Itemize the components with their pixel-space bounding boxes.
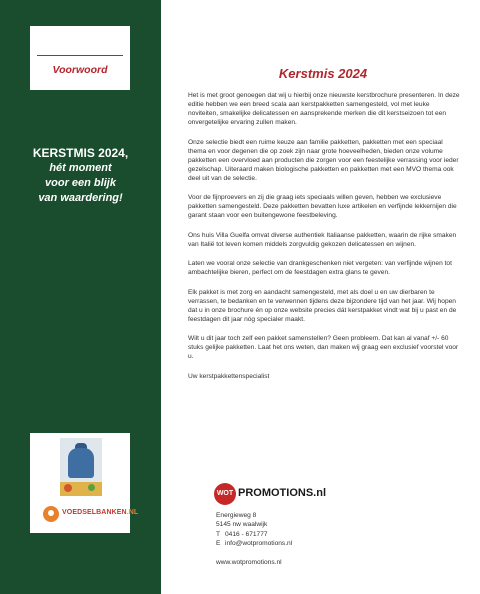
divider — [37, 55, 123, 56]
partner-logo-text — [62, 509, 138, 516]
partner-logo — [43, 506, 139, 522]
paragraph: Ons huis Villa Guelfa omvat diverse authentiek Italiaanse pakketten, waarin de rijke smaken van Italië tot leven komen middels zorgvuldig gekozen delicatessen en wijnen. — [188, 231, 457, 248]
paragraph: Het is met groot genoegen dat wij u hierbij onze nieuwste kerstbrochure presenteren. In deze editie hebben we een breed scala aan kerstpakketten samengesteld, vol met leuke noviteiten, smakelijke delicatessen en aansprekende merken die dit kerstseizoen tot een onvergetelijke ervaring zullen maken. — [188, 92, 460, 126]
paragraph: Wilt u dit jaar toch zelf een pakket samenstellen? Geen probleem. Dat kan al vanaf +/- 60 stuks gelijke pakketten. Laat het ons weten, dan maken wij graag een exclusief voorstel voor u. — [188, 335, 459, 360]
paragraph: Elk pakket is met zorg en aandacht samengesteld, met als doel u en uw dierbaren te verrassen, te bedanken en te verwennen tijdens deze bijzondere tijd van het jaar. Wij hopen dat u in onze brochure én op onze website precies dát kerstpakket vindt wat bij u past en de feestdagen dit jaar nóg specialer maakt. — [188, 288, 457, 323]
phone-number: 0416 - 671777 — [225, 530, 268, 538]
paragraph: Voor de fijnproevers en zij die graag iets speciaals willen geven, hebben we exclusieve pakketten samengesteld. Deze pakketten bevatten luxe artikelen en verfijnde lekkernijen die garant staan voor een buitengewone feestbeleving. — [188, 194, 457, 219]
paragraph: Laten we vooral onze selectie van drankgeschenken niet vergeten: van verfijnde wijnen tot ambachtelijke bieren, perfect om de feestdagen extra glans te geven. — [188, 260, 452, 276]
phone-label: T — [216, 530, 221, 538]
partner-poster-image — [60, 438, 102, 496]
page-title: Kerstmis 2024 — [278, 66, 368, 81]
fruit-shape — [64, 484, 72, 492]
paragraph: Onze selectie biedt een ruime keuze aan familie pakketten, pakketten met een speciaal thema en voor degenen die op zoek zijn naar grote hoeveelheden, bieden onze volume pakketten een overvloed aan producten die zorgen voor een feestelijke verrassing voor ieder gezelschap. Uiteraard maken biologische pakketten en pakketten met een MVO thema ook deel uit van de selectie. — [188, 138, 459, 182]
slogan-line-4: van waardering! — [38, 192, 123, 204]
company-logo-wordmark: PROMOTIONS.nl — [238, 487, 326, 499]
partner-name-suffix: .NL — [126, 509, 139, 516]
slogan-line-1: KERSTMIS 2024, — [32, 146, 129, 160]
slogan — [0, 146, 161, 206]
email-row — [216, 539, 292, 548]
sidebar — [0, 0, 161, 594]
address-street: Energieweg 8 — [216, 512, 257, 519]
company-logo-icon: WOT — [214, 483, 236, 505]
address-city: 5145 nw waalwijk — [216, 521, 268, 529]
email-link[interactable]: info@wotpromotions.nl — [225, 540, 293, 548]
partner-logo-icon — [43, 506, 59, 522]
section-label: Voorwoord — [52, 64, 108, 76]
phone-row — [216, 530, 292, 539]
website-link[interactable]: www.wotpromotions.nl — [216, 559, 282, 566]
signature: Uw kerstpakkettenspecialist — [188, 372, 270, 380]
fruit-shape — [88, 484, 95, 491]
company-logo — [214, 483, 334, 505]
slogan-line-2: hét moment — [49, 162, 112, 174]
section-label-box — [30, 26, 130, 90]
partner-name: VOEDSELBANKEN — [62, 509, 127, 516]
bag-shape — [68, 448, 94, 478]
slogan-line-3: voor een blijk — [45, 177, 116, 189]
partner-card — [30, 433, 139, 533]
body-text — [188, 91, 460, 391]
contact-block — [216, 511, 292, 549]
email-label: E — [216, 540, 221, 548]
